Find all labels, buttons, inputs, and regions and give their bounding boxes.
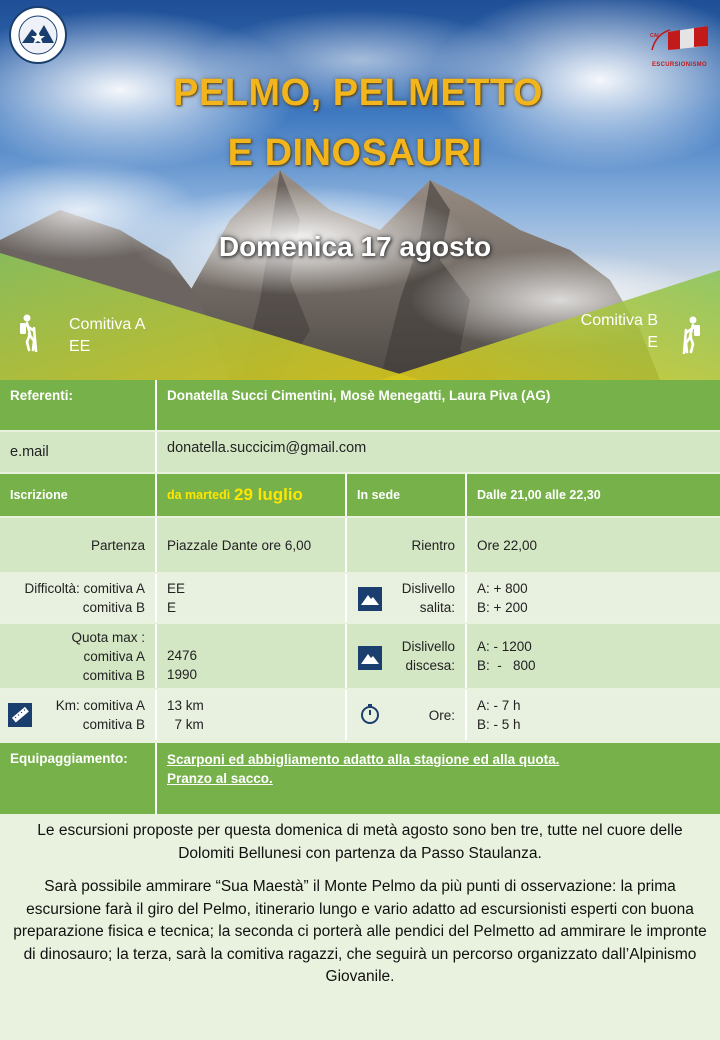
iscrizione-day: 29 luglio [233, 485, 303, 504]
partenza-label: Partenza [0, 518, 157, 572]
quota-label-a: comitiva A [83, 648, 145, 664]
km-value [157, 690, 347, 740]
equipaggiamento-label: Equipaggiamento: [0, 743, 157, 814]
email-label: e.mail [0, 432, 157, 472]
iscrizione-date [157, 474, 347, 516]
stopwatch-icon [358, 702, 382, 726]
iscrizione-label: Iscrizione [0, 474, 157, 516]
rientro-label: Rientro [347, 518, 467, 572]
rientro-value: Ore 22,00 [467, 518, 720, 572]
quota-a: 2476 [167, 648, 198, 663]
email-value[interactable]: donatella.succicim@gmail.com [157, 432, 720, 472]
quota-value [157, 624, 347, 688]
hiker-icon [680, 316, 706, 354]
referenti-label: Referenti: [0, 380, 157, 430]
dislivello-discesa-value [467, 624, 720, 688]
mountain-descent-icon [358, 646, 382, 670]
ruler-icon [8, 703, 32, 727]
hero-banner [0, 0, 720, 380]
event-date: Domenica 17 agosto [218, 231, 492, 262]
dislivello-salita-label1: Dislivello [401, 581, 455, 596]
quota-label-b: comitiva B [82, 667, 145, 683]
comitiva-a-label [69, 314, 145, 358]
mountain-ascent-icon [358, 587, 382, 611]
km-a: 13 km [167, 698, 204, 713]
page-title-line1: PELMO, PELMETTO [173, 72, 543, 114]
quota-label0: Quota max : [71, 629, 145, 645]
partenza-value: Piazzale Dante ore 6,00 [157, 518, 347, 572]
salita-a: A: + 800 [477, 581, 528, 596]
sede-value: Dalle 21,00 alle 22,30 [467, 474, 720, 516]
equipaggiamento-value [157, 743, 720, 814]
ore-value [467, 690, 720, 740]
ore-b: B: - 5 h [477, 717, 521, 732]
dislivello-salita-value [467, 574, 720, 622]
description-paragraph-2: Sarà possibile ammirare “Sua Maestà” il Monte Pelmo da più punti di osservazione: la prima escursione farà il giro del Pelmo, itinerario lungo e vario adatto ad escursionisti esperti con buona preparazione fisica e tecnica; la seconda ci porterà alle pendici del Pelmetto ad ammirare le impronte di dinosauro; la terza, sarà la comitiva ragazzi, che seguirà un percorso organizzato dall’Alpinismo Giovanile. [13, 878, 707, 985]
logo-small-text: CAI [650, 33, 659, 39]
dislivello-salita-label2: salita: [419, 600, 455, 615]
page-title-line2: E DINOSAURI [227, 132, 483, 174]
difficolta-label [0, 574, 157, 622]
equipaggiamento-line1: Scarponi ed abbigliamento adatto alla stagione ed alla quota. [167, 752, 560, 767]
iscrizione-prefix: da martedì [167, 488, 231, 502]
discesa-a: A: - 1200 [477, 639, 532, 654]
cai-escursionismo-flag-logo [650, 24, 710, 74]
comitiva-b-label [581, 310, 658, 354]
km-label-b: comitiva B [82, 717, 145, 732]
difficolta-b: E [167, 600, 177, 615]
cai-club-alpino-italiano-logo [8, 5, 68, 65]
comitiva-b-name: Comitiva B [580, 312, 658, 329]
quota-b: 1990 [167, 667, 198, 682]
difficolta-value [157, 574, 347, 622]
equipaggiamento-line2: Pranzo al sacco. [167, 771, 273, 786]
comitiva-a-level: EE [69, 338, 91, 355]
logo-text: ESCURSIONISMO [652, 62, 707, 68]
sede-label: In sede [347, 474, 467, 516]
ore-label: Ore: [347, 690, 467, 740]
km-b: 7 km [167, 717, 204, 732]
dislivello-discesa-label1: Dislivello [401, 639, 455, 654]
ore-a: A: - 7 h [477, 698, 521, 713]
comitiva-b-level: E [647, 334, 658, 351]
difficolta-a: EE [167, 581, 186, 596]
discesa-b: B: - 800 [477, 658, 536, 673]
description-paragraph-1: Le escursioni proposte per questa domenica di metà agosto sono ben tre, tutte nel cuore delle Dolomiti Bellunesi con partenza da Passo Staulanza. [37, 822, 683, 862]
hiker-icon [14, 314, 40, 352]
dislivello-discesa-label2: discesa: [405, 658, 455, 673]
quota-label [0, 624, 157, 688]
km-label-a: Km: comitiva A [55, 698, 145, 713]
comitiva-a-name: Comitiva A [69, 316, 146, 333]
difficolta-label-b: comitiva B [82, 600, 145, 615]
difficolta-label-a: Difficoltà: comitiva A [24, 581, 145, 596]
referenti-value: Donatella Succi Cimentini, Mosè Menegatti, Laura Piva (AG) [157, 380, 720, 430]
salita-b: B: + 200 [477, 600, 528, 615]
